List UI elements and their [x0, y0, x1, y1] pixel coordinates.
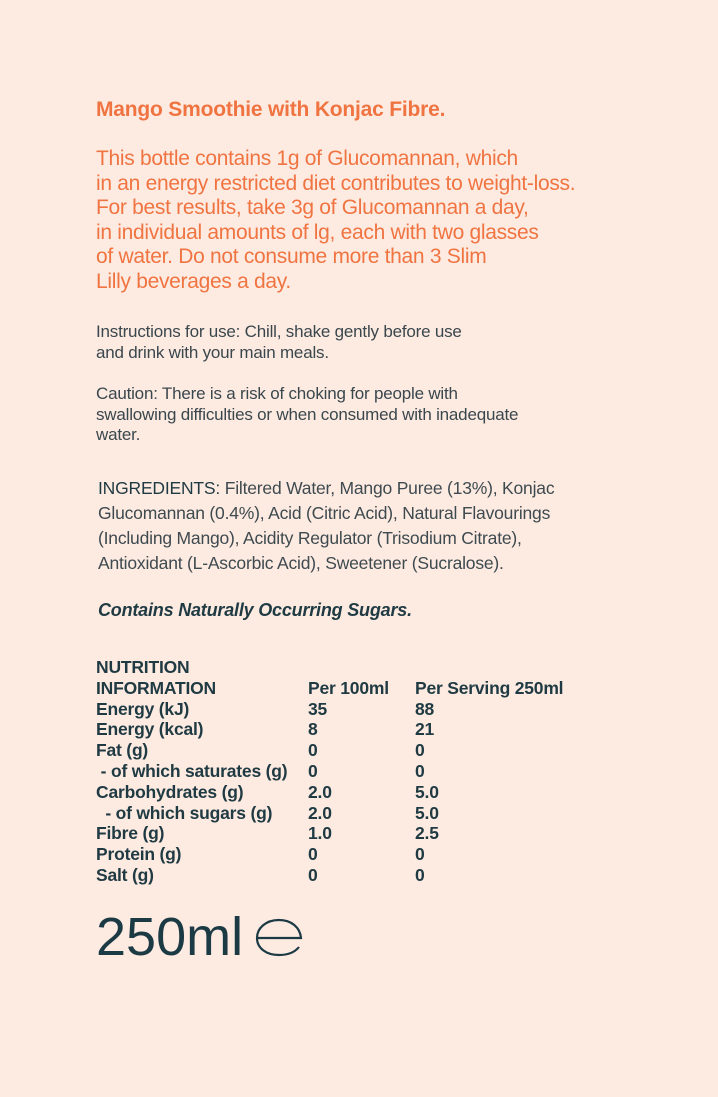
table-row [96, 823, 595, 844]
per100-value: 0 [308, 740, 318, 761]
per100-value: 0 [308, 844, 318, 865]
sugars-note: Contains Naturally Occurring Sugars. [98, 600, 412, 620]
nutrient-name: Energy (kcal) [96, 719, 204, 740]
empty-cell [308, 657, 415, 678]
nutrition-title-row [96, 657, 595, 678]
nutrient-name: Energy (kJ) [96, 698, 190, 719]
caution-line: Caution: There is a risk of choking for people with [96, 384, 458, 403]
claim-line: in an energy restricted diet contributes to weight-loss. [96, 171, 576, 195]
table-row [96, 844, 595, 865]
table-row [96, 719, 595, 740]
ingredients-text: Filtered Water, Mango Puree (13%), Konjac [220, 478, 555, 498]
nutrient-name: - of which saturates (g) [96, 760, 288, 781]
serving-value: 5.0 [415, 802, 439, 823]
column-header-per100: Per 100ml [308, 677, 389, 698]
nutrient-name: - of which sugars (g) [96, 802, 273, 823]
table-row [96, 761, 595, 782]
volume-mark [96, 906, 303, 968]
nutrient-name: Protein (g) [96, 844, 182, 865]
per100-value: 2.0 [308, 781, 332, 802]
instructions-line: and drink with your main meals. [96, 343, 329, 362]
serving-value: 0 [415, 740, 425, 761]
health-claim [96, 147, 575, 294]
serving-value: 0 [415, 760, 425, 781]
per100-value: 1.0 [308, 823, 332, 844]
serving-value: 88 [415, 698, 435, 719]
instructions-for-use [96, 321, 462, 363]
per100-value: 0 [308, 864, 318, 885]
serving-value: 2.5 [415, 823, 439, 844]
ingredients-line: (Including Mango), Acidity Regulator (Trisodium Citrate), [98, 528, 522, 548]
ingredients-line [98, 476, 554, 501]
claim-line: For best results, take 3g of Glucomannan a day, [96, 196, 529, 219]
claim-line: This bottle contains 1g of Glucomannan, which [96, 147, 518, 170]
ingredients-line: Antioxidant (L-Ascorbic Acid), Sweetener (Sucralose). [98, 553, 504, 573]
caution-notice [96, 384, 518, 446]
nutrition-header-row [96, 678, 595, 699]
nutrition-title: INFORMATION [96, 677, 216, 698]
per100-value: 8 [308, 719, 318, 740]
ingredients-label: INGREDIENTS: [98, 478, 221, 498]
serving-value: 0 [415, 844, 425, 865]
serving-value: 5.0 [415, 781, 439, 802]
caution-line: swallowing difficulties or when consumed with inadequate [96, 404, 519, 424]
ingredients-line: Glucomannan (0.4%), Acid (Citric Acid), Natural Flavourings [98, 503, 551, 523]
nutrient-name: Carbohydrates (g) [96, 781, 244, 802]
caution-line: water. [96, 425, 141, 444]
nutrient-name: Fibre (g) [96, 823, 165, 844]
table-row [96, 740, 595, 761]
empty-cell [415, 657, 595, 678]
claim-line: Lilly beverages a day. [96, 269, 291, 293]
nutrition-title: NUTRITION [96, 657, 190, 677]
per100-value: 0 [308, 760, 318, 781]
ingredients-list [98, 476, 554, 576]
column-header-serving: Per Serving 250ml [415, 677, 564, 698]
table-row [96, 803, 595, 824]
estimated-e-mark-icon [255, 917, 303, 957]
nutrient-name: Fat (g) [96, 740, 149, 761]
per100-value: 2.0 [308, 802, 332, 823]
product-title: Mango Smoothie with Konjac Fibre. [96, 98, 446, 121]
table-row [96, 865, 595, 886]
instructions-line: Instructions for use: Chill, shake gently before use [96, 322, 462, 341]
claim-line: in individual amounts of lg, each with two glasses [96, 220, 539, 244]
per100-value: 35 [308, 698, 328, 719]
claim-line: of water. Do not consume more than 3 Slim [96, 245, 487, 268]
nutrient-name: Salt (g) [96, 864, 154, 885]
table-row [96, 699, 595, 720]
serving-value: 0 [415, 864, 425, 885]
serving-value: 21 [415, 719, 435, 740]
nutrition-table [96, 657, 595, 886]
volume-text: 250ml [96, 907, 244, 967]
table-row [96, 782, 595, 803]
